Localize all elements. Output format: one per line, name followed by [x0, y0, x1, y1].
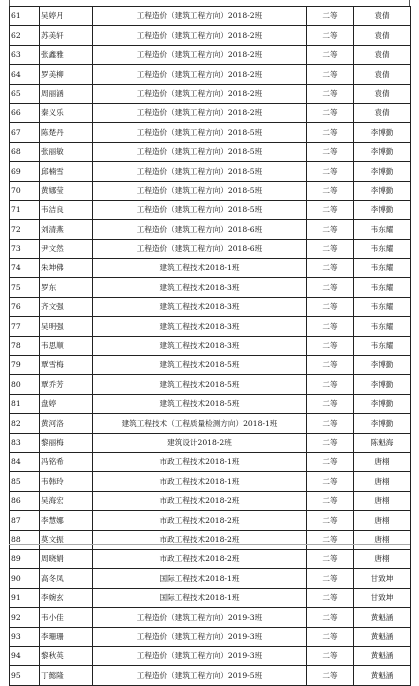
advisor-name-cell: 李博勤	[354, 181, 411, 200]
award-level-cell: 二等	[307, 356, 354, 375]
student-name-cell: 覃乔芳	[40, 375, 93, 394]
student-name-cell: 韦韩玲	[40, 472, 93, 491]
award-level-cell: 二等	[307, 336, 354, 355]
class-name-cell: 建筑工程技术2018-3班	[93, 317, 307, 336]
row-number-cell: 64	[10, 65, 40, 84]
row-number-cell: 85	[10, 472, 40, 491]
table-row	[10, 162, 411, 181]
award-level-cell: 二等	[307, 220, 354, 239]
row-number-cell: 81	[10, 394, 40, 413]
class-name-cell: 市政工程技术2018-2班	[93, 491, 307, 510]
advisor-name-cell: 袁倩	[354, 45, 411, 64]
award-level-cell: 二等	[307, 45, 354, 64]
student-name-cell: 秦义乐	[40, 103, 93, 122]
student-name-cell: 李珊珊	[40, 627, 93, 646]
award-level-cell: 二等	[307, 452, 354, 471]
award-level-cell: 二等	[307, 491, 354, 510]
row-number-cell: 84	[10, 452, 40, 471]
award-level-cell: 二等	[307, 394, 354, 413]
student-name-cell: 齐文强	[40, 297, 93, 316]
award-level-cell: 二等	[307, 142, 354, 161]
row-number-cell: 77	[10, 317, 40, 336]
table-row	[10, 200, 411, 219]
row-number-cell: 75	[10, 278, 40, 297]
award-level-cell: 二等	[307, 511, 354, 530]
advisor-name-cell: 唐栩	[354, 549, 411, 568]
class-name-cell: 工程造价（建筑工程方向）2018-2班	[93, 103, 307, 122]
class-name-cell: 工程造价（建筑工程方向）2018-6班	[93, 239, 307, 258]
table-row	[10, 142, 411, 161]
class-name-cell: 市政工程技术2018-2班	[93, 511, 307, 530]
advisor-name-cell: 韦东耀	[354, 239, 411, 258]
student-name-cell: 邱楠雪	[40, 162, 93, 181]
row-number-cell: 61	[10, 7, 40, 26]
class-name-cell: 工程造价（建筑工程方向）2019-3班	[93, 627, 307, 646]
table-row	[10, 608, 411, 627]
table-row	[10, 317, 411, 336]
table-row	[10, 45, 411, 64]
advisor-name-cell: 袁倩	[354, 84, 411, 103]
advisor-name-cell: 甘致坤	[354, 569, 411, 588]
row-number-cell: 68	[10, 142, 40, 161]
student-name-cell: 刘清燕	[40, 220, 93, 239]
class-name-cell: 工程造价（建筑工程方向）2018-5班	[93, 200, 307, 219]
advisor-name-cell: 袁倩	[354, 7, 411, 26]
table-row	[10, 356, 411, 375]
award-level-cell: 二等	[307, 433, 354, 452]
class-name-cell: 市政工程技术2018-2班	[93, 549, 307, 568]
award-level-cell: 二等	[307, 666, 354, 685]
student-name-cell: 韦洁良	[40, 200, 93, 219]
class-name-cell: 工程造价（建筑工程方向）2019-5班	[93, 666, 307, 685]
award-level-cell: 二等	[307, 7, 354, 26]
table-row	[10, 220, 411, 239]
class-name-cell: 工程造价（建筑工程方向）2018-5班	[93, 142, 307, 161]
award-level-cell: 二等	[307, 627, 354, 646]
advisor-name-cell: 李博勤	[354, 356, 411, 375]
row-number-cell: 72	[10, 220, 40, 239]
award-level-cell: 二等	[307, 278, 354, 297]
class-name-cell: 国际工程技术2018-1班	[93, 588, 307, 607]
award-level-cell: 二等	[307, 103, 354, 122]
student-name-cell: 冯铭希	[40, 452, 93, 471]
advisor-name-cell: 韦东耀	[354, 297, 411, 316]
student-name-cell: 覃雪梅	[40, 356, 93, 375]
table-row	[10, 297, 411, 316]
table-row	[10, 84, 411, 103]
table-row	[10, 491, 411, 510]
student-name-cell: 苏美轩	[40, 26, 93, 45]
class-name-cell: 工程造价（建筑工程方向）2018-2班	[93, 26, 307, 45]
class-name-cell: 建筑工程技术2018-5班	[93, 356, 307, 375]
table-row	[10, 433, 411, 452]
table-row	[10, 414, 411, 433]
class-name-cell: 工程造价（建筑工程方向）2018-5班	[93, 181, 307, 200]
table-row	[10, 530, 411, 549]
advisor-name-cell: 韦东耀	[354, 220, 411, 239]
advisor-name-cell: 李博勤	[354, 162, 411, 181]
advisor-name-cell: 韦东耀	[354, 336, 411, 355]
student-name-cell: 朱坤佛	[40, 259, 93, 278]
class-name-cell: 工程造价（建筑工程方向）2018-2班	[93, 7, 307, 26]
advisor-name-cell: 黄魁涵	[354, 608, 411, 627]
student-name-cell: 黎秋英	[40, 646, 93, 665]
advisor-name-cell: 唐栩	[354, 530, 411, 549]
row-number-cell: 94	[10, 646, 40, 665]
row-number-cell: 83	[10, 433, 40, 452]
table-row	[10, 123, 411, 142]
table-row	[10, 472, 411, 491]
advisor-name-cell: 甘致坤	[354, 588, 411, 607]
row-number-cell: 67	[10, 123, 40, 142]
row-number-cell: 74	[10, 259, 40, 278]
student-name-cell: 盘婷	[40, 394, 93, 413]
roster-body	[10, 7, 411, 686]
student-name-cell: 李婉玄	[40, 588, 93, 607]
class-name-cell: 工程造价（建筑工程方向）2019-3班	[93, 608, 307, 627]
table-row	[10, 336, 411, 355]
advisor-name-cell: 韦东耀	[354, 278, 411, 297]
row-number-cell: 76	[10, 297, 40, 316]
student-name-cell: 黄河洛	[40, 414, 93, 433]
row-number-cell: 79	[10, 356, 40, 375]
class-name-cell: 市政工程技术2018-2班	[93, 530, 307, 549]
table-row	[10, 646, 411, 665]
row-number-cell: 93	[10, 627, 40, 646]
award-level-cell: 二等	[307, 26, 354, 45]
award-roster-table	[9, 6, 411, 686]
row-number-cell: 86	[10, 491, 40, 510]
award-level-cell: 二等	[307, 530, 354, 549]
table-row	[10, 452, 411, 471]
advisor-name-cell: 韦东耀	[354, 317, 411, 336]
row-number-cell: 82	[10, 414, 40, 433]
class-name-cell: 工程造价（建筑工程方向）2018-2班	[93, 84, 307, 103]
table-row	[10, 26, 411, 45]
row-number-cell: 78	[10, 336, 40, 355]
student-name-cell: 周丽涵	[40, 84, 93, 103]
award-level-cell: 二等	[307, 239, 354, 258]
table-row	[10, 239, 411, 258]
award-level-cell: 二等	[307, 259, 354, 278]
advisor-name-cell: 黄魁涵	[354, 666, 411, 685]
table-row	[10, 181, 411, 200]
advisor-name-cell: 袁倩	[354, 65, 411, 84]
student-name-cell: 吴海宏	[40, 491, 93, 510]
class-name-cell: 市政工程技术2018-1班	[93, 472, 307, 491]
table-row	[10, 375, 411, 394]
award-level-cell: 二等	[307, 588, 354, 607]
award-level-cell: 二等	[307, 123, 354, 142]
award-level-cell: 二等	[307, 65, 354, 84]
advisor-name-cell: 袁倩	[354, 103, 411, 122]
class-name-cell: 工程造价（建筑工程方向）2018-6班	[93, 220, 307, 239]
page-bottom-rule	[9, 544, 410, 545]
student-name-cell: 黎丽梅	[40, 433, 93, 452]
class-name-cell: 建筑设计2018-2班	[93, 433, 307, 452]
student-name-cell: 韦小佳	[40, 608, 93, 627]
student-name-cell: 罗美柳	[40, 65, 93, 84]
row-number-cell: 70	[10, 181, 40, 200]
student-name-cell: 吴婷月	[40, 7, 93, 26]
advisor-name-cell: 唐栩	[354, 511, 411, 530]
advisor-name-cell: 李博勤	[354, 414, 411, 433]
table-row	[10, 7, 411, 26]
student-name-cell: 李慧娜	[40, 511, 93, 530]
award-level-cell: 二等	[307, 297, 354, 316]
row-number-cell: 63	[10, 45, 40, 64]
award-level-cell: 二等	[307, 84, 354, 103]
class-name-cell: 建筑工程技术2018-3班	[93, 336, 307, 355]
class-name-cell: 建筑工程技术2018-3班	[93, 278, 307, 297]
advisor-name-cell: 韦东耀	[354, 259, 411, 278]
award-level-cell: 二等	[307, 608, 354, 627]
advisor-name-cell: 李博勤	[354, 394, 411, 413]
advisor-name-cell: 李博勤	[354, 375, 411, 394]
advisor-name-cell: 袁倩	[354, 26, 411, 45]
advisor-name-cell: 黄魁涵	[354, 627, 411, 646]
row-number-cell: 95	[10, 666, 40, 685]
class-name-cell: 建筑工程技术2018-3班	[93, 297, 307, 316]
student-name-cell: 高冬凤	[40, 569, 93, 588]
table-row	[10, 259, 411, 278]
student-name-cell: 张鑫雅	[40, 45, 93, 64]
table-row	[10, 278, 411, 297]
class-name-cell: 工程造价（建筑工程方向）2018-2班	[93, 65, 307, 84]
student-name-cell: 张丽敏	[40, 142, 93, 161]
award-level-cell: 二等	[307, 569, 354, 588]
row-number-cell: 73	[10, 239, 40, 258]
row-number-cell: 90	[10, 569, 40, 588]
row-number-cell: 91	[10, 588, 40, 607]
award-level-cell: 二等	[307, 414, 354, 433]
student-name-cell: 黄娜莹	[40, 181, 93, 200]
class-name-cell: 建筑工程技术（工程质量检测方向）2018-1班	[93, 414, 307, 433]
student-name-cell: 丁懿隆	[40, 666, 93, 685]
row-number-cell: 80	[10, 375, 40, 394]
student-name-cell: 罗东	[40, 278, 93, 297]
class-name-cell: 建筑工程技术2018-5班	[93, 375, 307, 394]
advisor-name-cell: 陈魁海	[354, 433, 411, 452]
row-number-cell: 89	[10, 549, 40, 568]
award-level-cell: 二等	[307, 472, 354, 491]
class-name-cell: 建筑工程技术2018-5班	[93, 394, 307, 413]
advisor-name-cell: 唐栩	[354, 472, 411, 491]
table-row	[10, 666, 411, 685]
row-number-cell: 66	[10, 103, 40, 122]
award-level-cell: 二等	[307, 200, 354, 219]
table-row	[10, 549, 411, 568]
row-number-cell: 69	[10, 162, 40, 181]
advisor-name-cell: 黄魁涵	[354, 646, 411, 665]
table-row	[10, 569, 411, 588]
award-level-cell: 二等	[307, 181, 354, 200]
student-name-cell: 周晓娟	[40, 549, 93, 568]
advisor-name-cell: 李博勤	[354, 123, 411, 142]
table-row	[10, 627, 411, 646]
table-row	[10, 394, 411, 413]
class-name-cell: 工程造价（建筑工程方向）2019-3班	[93, 646, 307, 665]
class-name-cell: 国际工程技术2018-1班	[93, 569, 307, 588]
student-name-cell: 尹文然	[40, 239, 93, 258]
table-row	[10, 103, 411, 122]
student-name-cell: 吴明强	[40, 317, 93, 336]
table-row	[10, 511, 411, 530]
award-level-cell: 二等	[307, 317, 354, 336]
row-number-cell: 88	[10, 530, 40, 549]
student-name-cell: 莫文振	[40, 530, 93, 549]
row-number-cell: 62	[10, 26, 40, 45]
award-level-cell: 二等	[307, 162, 354, 181]
row-number-cell: 87	[10, 511, 40, 530]
student-name-cell: 韦思顺	[40, 336, 93, 355]
advisor-name-cell: 李博勤	[354, 200, 411, 219]
award-level-cell: 二等	[307, 646, 354, 665]
class-name-cell: 工程造价（建筑工程方向）2018-2班	[93, 45, 307, 64]
class-name-cell: 工程造价（建筑工程方向）2018-5班	[93, 162, 307, 181]
class-name-cell: 市政工程技术2018-1班	[93, 452, 307, 471]
advisor-name-cell: 唐栩	[354, 452, 411, 471]
row-number-cell: 92	[10, 608, 40, 627]
class-name-cell: 工程造价（建筑工程方向）2018-5班	[93, 123, 307, 142]
award-level-cell: 二等	[307, 549, 354, 568]
table-row	[10, 588, 411, 607]
student-name-cell: 陈楚丹	[40, 123, 93, 142]
row-number-cell: 71	[10, 200, 40, 219]
advisor-name-cell: 唐栩	[354, 491, 411, 510]
class-name-cell: 建筑工程技术2018-1班	[93, 259, 307, 278]
row-number-cell: 65	[10, 84, 40, 103]
advisor-name-cell: 李博勤	[354, 142, 411, 161]
award-level-cell: 二等	[307, 375, 354, 394]
table-row	[10, 65, 411, 84]
